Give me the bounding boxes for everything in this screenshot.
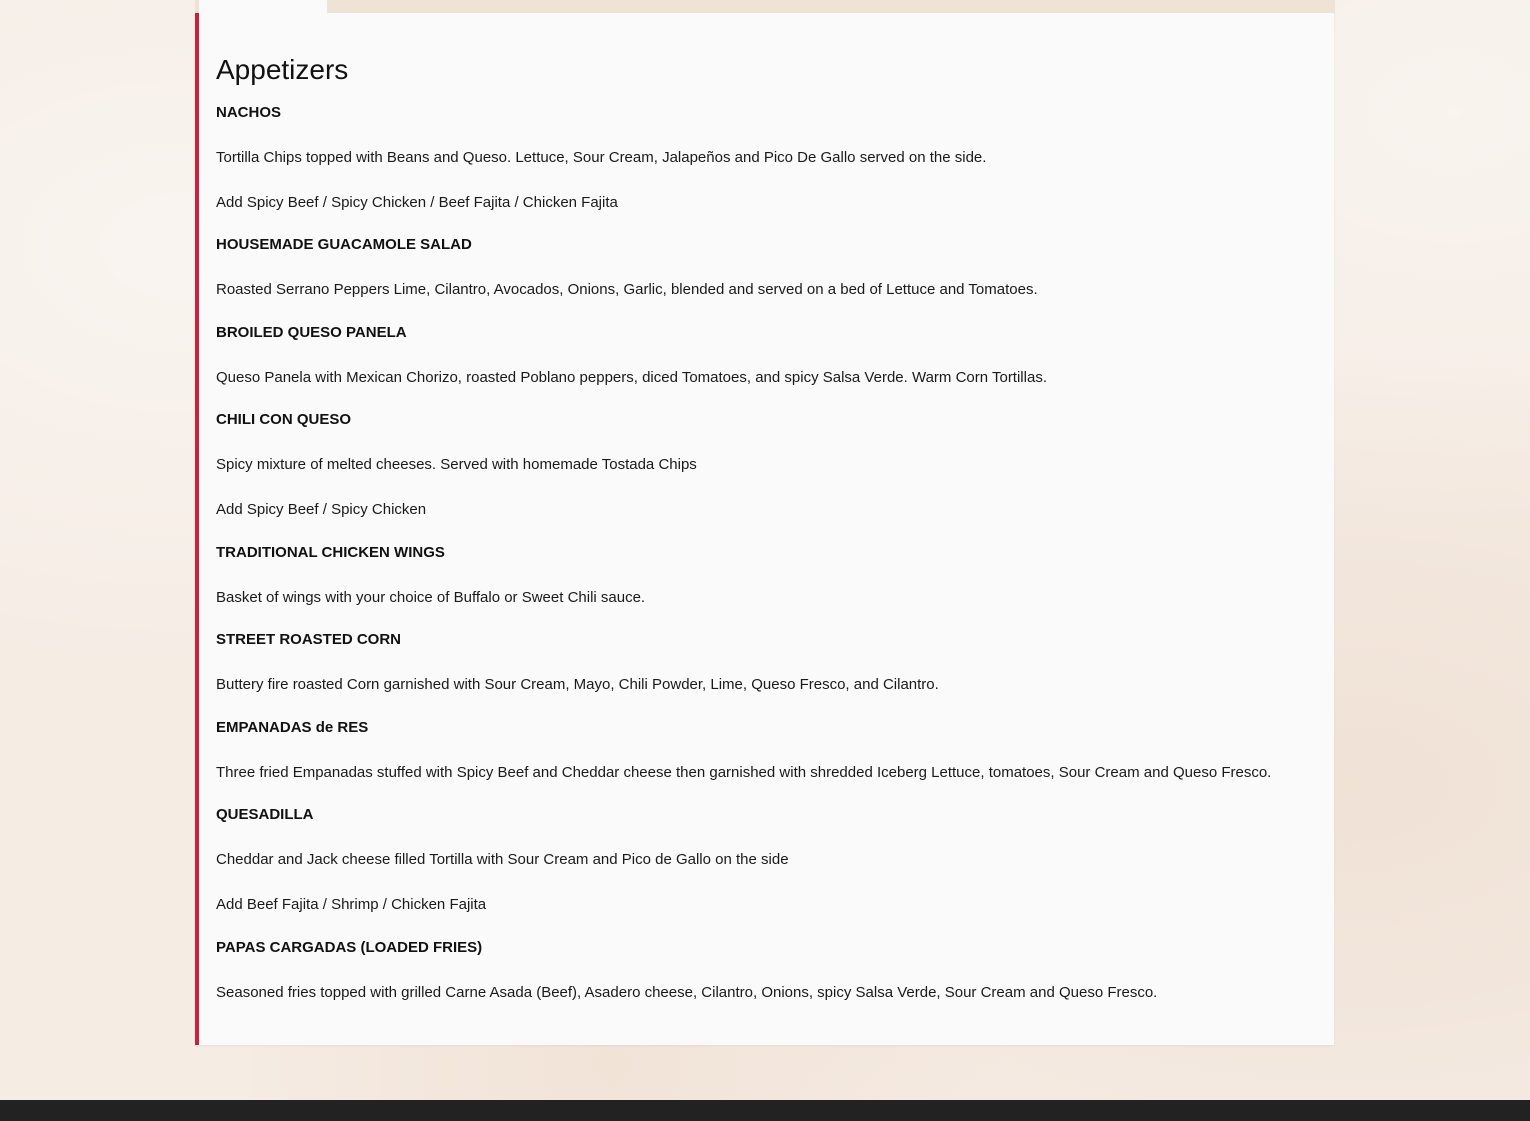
item-name-empanadas: EMPANADAS de RES: [216, 719, 369, 736]
item-description-chicken-wings: Basket of wings with your choice of Buffalo or Sweet Chili sauce.: [216, 589, 646, 606]
footer-bar: [0, 1100, 1530, 1121]
item-addon-chili-con-queso: Add Spicy Beef / Spicy Chicken: [216, 501, 427, 518]
item-name-queso-panela: BROILED QUESO PANELA: [216, 324, 407, 341]
item-description-chili-con-queso: Spicy mixture of melted cheeses. Served with homemade Tostada Chips: [216, 456, 697, 473]
item-description-quesadilla: Cheddar and Jack cheese filled Tortilla with Sour Cream and Pico de Gallo on the side: [216, 851, 789, 868]
item-description-loaded-fries: Seasoned fries topped with grilled Carne Asada (Beef), Asadero cheese, Cilantro, Onions, spicy Salsa Verde, Sour Cream and Queso Fresco.: [216, 984, 1158, 1001]
menu-panel: [195, 13, 1334, 1045]
item-description-empanadas: Three fried Empanadas stuffed with Spicy Beef and Cheddar cheese then garnished with shredded Iceberg Lettuce, tomatoes, Sour Cream and Queso Fresco.: [216, 764, 1272, 781]
section-title: Appetizers: [216, 54, 349, 85]
item-name-nachos: NACHOS: [216, 104, 282, 121]
item-description-queso-panela: Queso Panela with Mexican Chorizo, roasted Poblano peppers, diced Tomatoes, and spicy Salsa Verde. Warm Corn Tortillas.: [216, 369, 1047, 386]
menu-tab-strip: [195, 0, 1335, 14]
item-addon-nachos: Add Spicy Beef / Spicy Chicken / Beef Fajita / Chicken Fajita: [216, 194, 618, 211]
menu-tab-active[interactable]: [199, 0, 327, 14]
item-description-street-corn: Buttery fire roasted Corn garnished with Sour Cream, Mayo, Chili Powder, Lime, Queso Fresco, and Cilantro.: [216, 676, 939, 693]
item-name-loaded-fries: PAPAS CARGADAS (LOADED FRIES): [216, 939, 483, 956]
item-description-guacamole-salad: Roasted Serrano Peppers Lime, Cilantro, Avocados, Onions, Garlic, blended and served on a bed of Lettuce and Tomatoes.: [216, 281, 1038, 298]
item-addon-quesadilla: Add Beef Fajita / Shrimp / Chicken Fajita: [216, 896, 487, 913]
item-name-chicken-wings: TRADITIONAL CHICKEN WINGS: [216, 544, 445, 561]
item-name-quesadilla: QUESADILLA: [216, 806, 314, 823]
item-name-street-corn: STREET ROASTED CORN: [216, 631, 402, 648]
item-name-chili-con-queso: CHILI CON QUESO: [216, 411, 352, 428]
item-name-guacamole-salad: HOUSEMADE GUACAMOLE SALAD: [216, 236, 472, 253]
item-description-nachos: Tortilla Chips topped with Beans and Queso. Lettuce, Sour Cream, Jalapeños and Pico De Gallo served on the side.: [216, 149, 987, 166]
